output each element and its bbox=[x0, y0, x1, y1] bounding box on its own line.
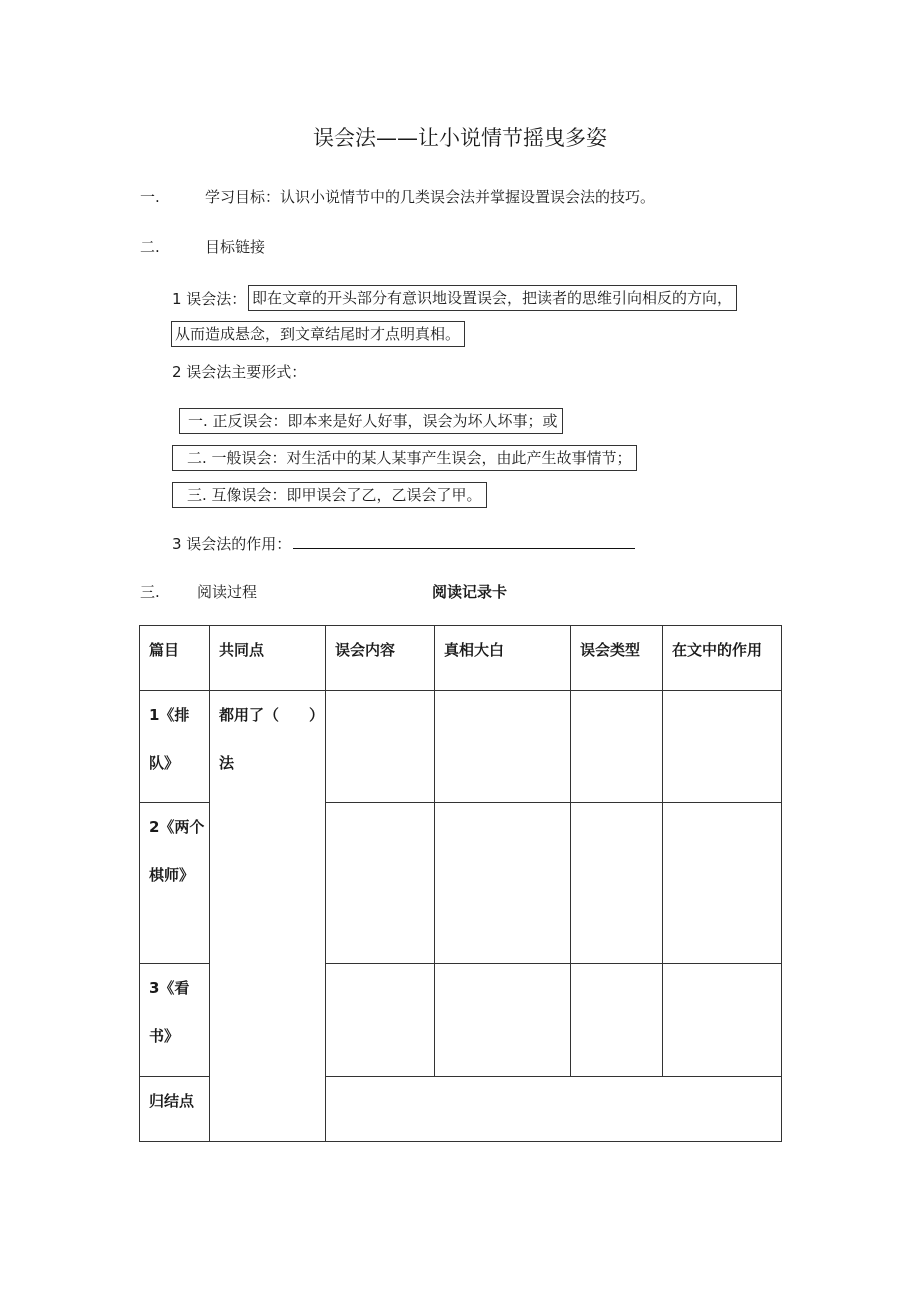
form-item-3: 三. 互像误会：即甲误会了乙，乙误会了甲。 bbox=[172, 482, 487, 508]
row-2-title: 2《两个棋师》 bbox=[140, 803, 210, 964]
section-one-number: 一. bbox=[140, 188, 160, 206]
summary-cell[interactable] bbox=[326, 1077, 782, 1142]
row-1-truth[interactable] bbox=[435, 691, 571, 803]
row-3-role[interactable] bbox=[663, 964, 782, 1077]
section-one-text: 学习目标：认识小说情节中的几类误会法并掌握设置误会法的技巧。 bbox=[205, 188, 656, 206]
header-role: 在文中的作用 bbox=[663, 626, 782, 691]
header-title: 篇目 bbox=[140, 626, 210, 691]
row-3-truth[interactable] bbox=[435, 964, 571, 1077]
row-3-misunderstanding[interactable] bbox=[326, 964, 435, 1077]
table-header-row bbox=[140, 626, 782, 691]
row-3-type[interactable] bbox=[571, 964, 663, 1077]
effect-label: 3 误会法的作用： bbox=[172, 535, 292, 553]
row-2-type[interactable] bbox=[571, 803, 663, 964]
row-2-truth[interactable] bbox=[435, 803, 571, 964]
forms-label: 2 误会法主要形式： bbox=[172, 363, 307, 381]
effect-line bbox=[172, 532, 635, 554]
row-1-title: 1《排队》 bbox=[140, 691, 210, 803]
header-misunderstanding: 误会内容 bbox=[326, 626, 435, 691]
row-1-role[interactable] bbox=[663, 691, 782, 803]
header-type: 误会类型 bbox=[571, 626, 663, 691]
common-cell: 都用了（ ）法 bbox=[210, 691, 326, 1142]
definition-box-line2: 从而造成悬念，到文章结尾时才点明真相。 bbox=[171, 321, 465, 347]
reading-card-title: 阅读记录卡 bbox=[432, 583, 508, 601]
row-1-type[interactable] bbox=[571, 691, 663, 803]
reading-record-table bbox=[139, 625, 782, 1142]
effect-blank bbox=[293, 532, 635, 549]
definition-label: 1 误会法： bbox=[172, 290, 247, 308]
definition-box-line1: 即在文章的开头部分有意识地设置误会，把读者的思维引向相反的方向， bbox=[248, 285, 737, 311]
row-2-role[interactable] bbox=[663, 803, 782, 964]
row-1-misunderstanding[interactable] bbox=[326, 691, 435, 803]
section-two-number: 二. bbox=[140, 238, 160, 256]
form-item-1: 一. 正反误会：即本来是好人好事，误会为坏人坏事；或 bbox=[179, 408, 563, 434]
form-item-2: 二. 一般误会：对生活中的某人某事产生误会，由此产生故事情节； bbox=[172, 445, 637, 471]
section-three-number: 三. bbox=[140, 583, 160, 601]
header-common: 共同点 bbox=[210, 626, 326, 691]
page-title: 误会法——让小说情节摇曳多姿 bbox=[313, 126, 607, 150]
section-three-text: 阅读过程 bbox=[197, 583, 258, 601]
table-row bbox=[140, 691, 782, 803]
header-truth: 真相大白 bbox=[435, 626, 571, 691]
row-2-misunderstanding[interactable] bbox=[326, 803, 435, 964]
row-3-title: 3《看书》 bbox=[140, 964, 210, 1077]
summary-label: 归结点 bbox=[140, 1077, 210, 1142]
section-two-text: 目标链接 bbox=[205, 238, 266, 256]
